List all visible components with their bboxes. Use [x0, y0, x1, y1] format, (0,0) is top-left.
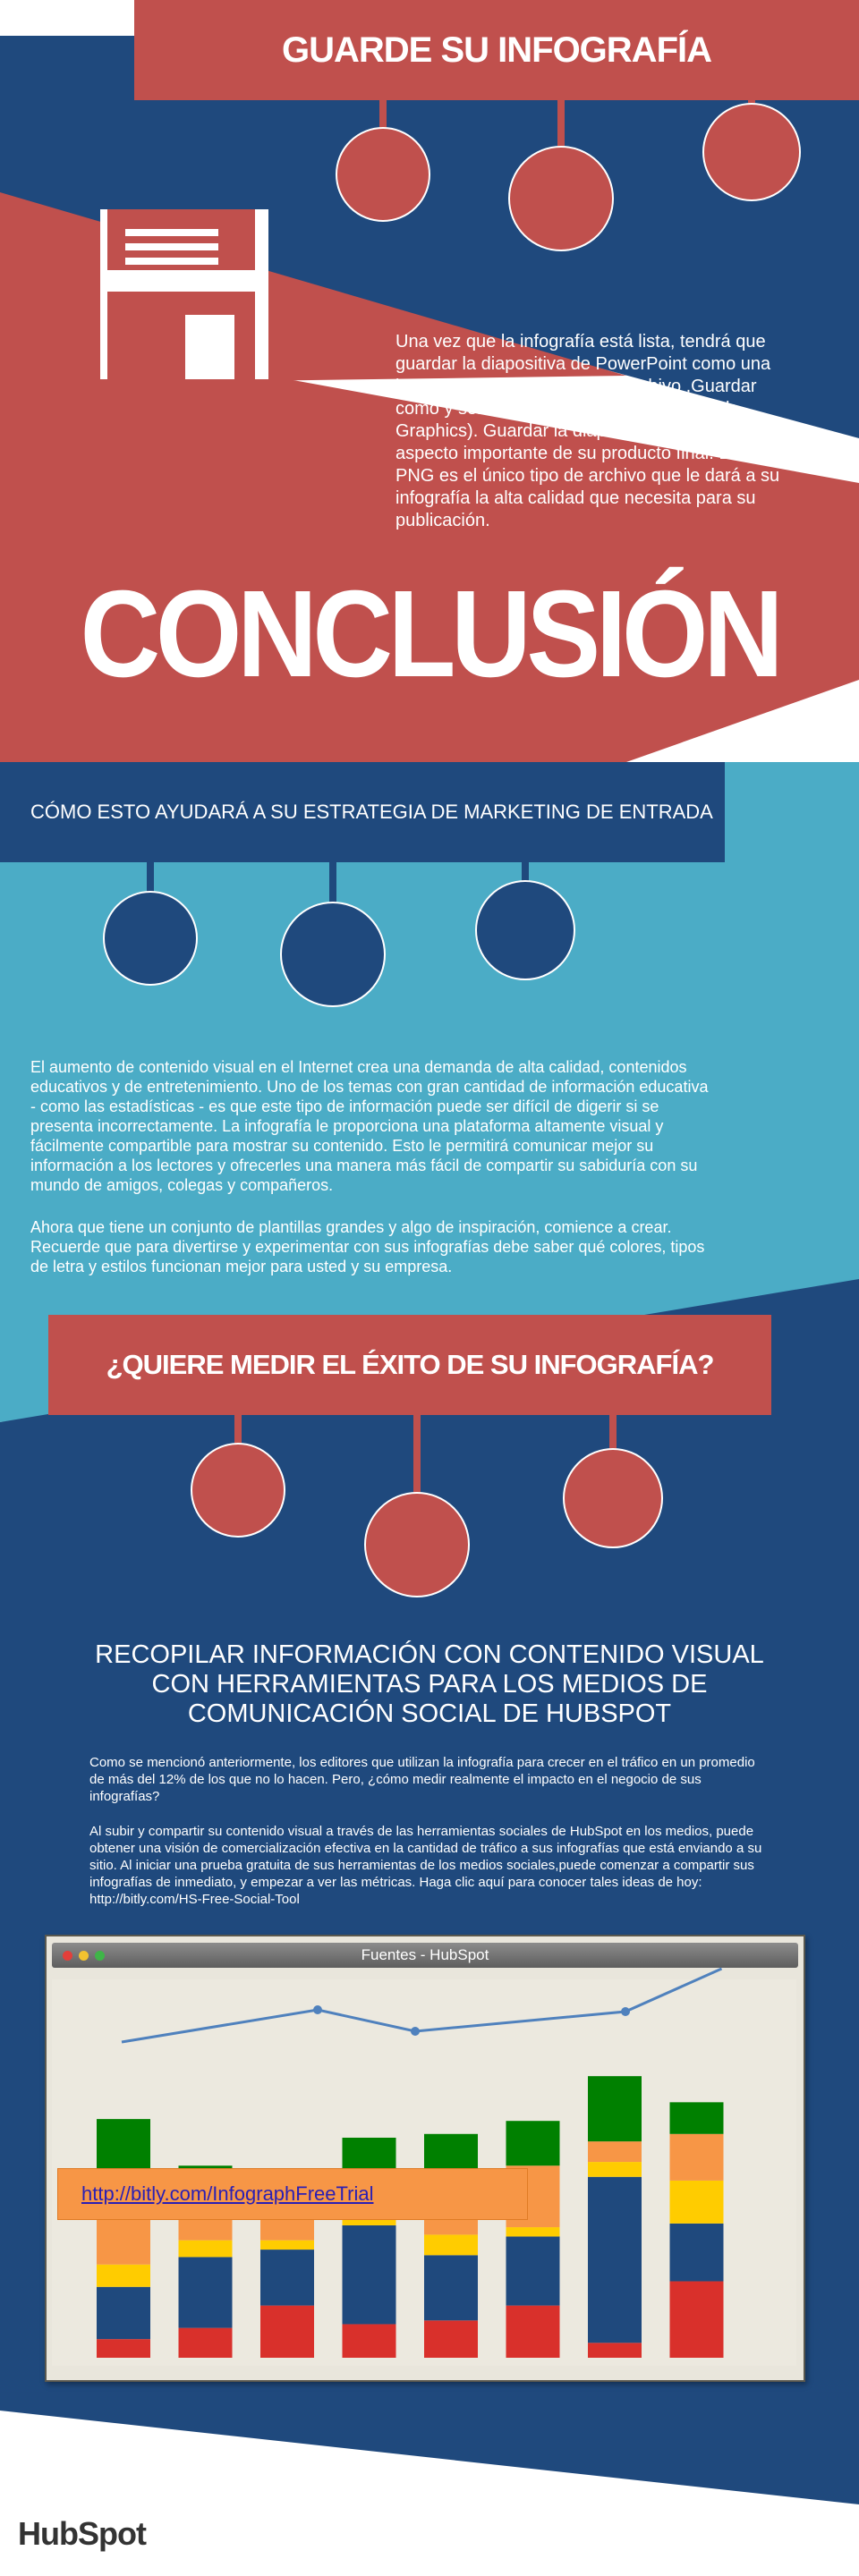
traffic-chart: [47, 1936, 804, 2380]
bar-segment: [506, 2227, 560, 2236]
bar-segment: [588, 2343, 642, 2358]
measure-paragraph-1: Como se mencionó anteriormente, los editores que utilizan la infografía para crecer en el tráfico en un promedio de más del 12% de los que no lo hacen. Pero, ¿cómo medir realmente el impacto en el negocio de sus infografías?: [89, 1755, 755, 1804]
pendant-circle: [191, 1444, 285, 1537]
bar-segment: [670, 2134, 724, 2181]
bar-segment: [97, 2265, 150, 2287]
hubspot-logo-text: HubSpot: [18, 2515, 146, 2552]
bar-segment: [588, 2076, 642, 2141]
page-title: GUARDE SU INFOGRAFÍA: [282, 30, 711, 70]
floppy-disk-icon: [100, 209, 268, 379]
bar-segment: [97, 2339, 150, 2358]
bar-segment: [343, 2225, 396, 2325]
inbound-subheading: CÓMO ESTO AYUDARÁ A SU ESTRATEGIA DE MARKETING DE ENTRADA: [30, 801, 713, 823]
bar-segment: [343, 2324, 396, 2358]
trend-point: [411, 2027, 420, 2036]
pendant-circle: [703, 104, 800, 200]
pendant-circle: [336, 128, 430, 221]
conclusion-paragraph-2: Ahora que tiene un conjunto de plantillas grandes y algo de inspiración, comience a crear. Recuerde que para divertirse y experimentar con sus infografías debe saber qué colores, tipos de letra y estilos funcionan mejor para usted y su empresa.: [30, 1218, 705, 1275]
measure-paragraph-2: Al subir y compartir su contenido visual a través de las herramientas sociales de HubSpot en los medios, puede obtener una visión de comercialización efectiva en la cantidad de tráfico a sus infografías que está enviando a su sitio. Al iniciar una prueba gratuita de sus herramientas de los medios sociales,puede comenzar a compartir sus infografías de inmediato, y empezar a ver las métricas. Haga clic aquí para conocer tales ideas de hoy: http://bitly.com/HS-Free-Social-Tool: [89, 1824, 762, 1907]
browser-window: [45, 1935, 805, 2382]
pendant-circle: [509, 147, 613, 250]
bar-segment: [506, 2236, 560, 2305]
measure-banner: [48, 1315, 771, 1415]
measure-banner-text: ¿QUIERE MEDIR EL ÉXITO DE SU INFOGRAFÍA?: [106, 1349, 714, 1380]
trend-point: [313, 2005, 322, 2014]
bar-segment: [260, 2241, 314, 2250]
bar-segment: [670, 2181, 724, 2224]
save-description: Una vez que la infografía está lista, tendrá que guardar la diapositiva de PowerPoint como una imagen. Sólo tienes que ir a Archivo ,Guardar como y seleccione PNG (Portable Network Graphics). Guardar la diapositiva en PNG es un aspecto importante de su producto final. El formato PNG es el único tipo de archivo que le dará a su infografía la alta calidad que necesita para su publicación.: [395, 332, 801, 530]
hubspot-logo: [18, 2513, 161, 2558]
pendant-circle: [564, 1449, 662, 1547]
bar-segment: [179, 2257, 233, 2327]
bar-segment: [424, 2234, 478, 2255]
bar-segment: [179, 2328, 233, 2358]
bar-segment: [670, 2282, 724, 2358]
bar-segment: [588, 2162, 642, 2177]
bar-segment: [260, 2306, 314, 2358]
conclusion-paragraph-1: El aumento de contenido visual en el Internet crea una demanda de alta calidad, contenidos educativos y de entretenimiento. Uno de los temas con gran cantidad de información educativa - como las estadísticas - es que este tipo de información puede ser difícil de digerir si se presenta incorrectamente. La infografía le proporciona una plataforma altamente visual y fácilmente compartible para mostrar su contenido. Esto le permitirá comunicar mejor su información a los lectores y ofrecerles una manera más fácil de compartir su sabiduría con su mundo de amigos, colegas y compañeros.: [30, 1058, 709, 1194]
pendant-circle: [365, 1493, 469, 1597]
bar-segment: [179, 2241, 233, 2258]
trial-link-box: [57, 2168, 528, 2220]
bar-segment: [506, 2306, 560, 2358]
trial-link[interactable]: http://bitly.com/InfographFreeTrial: [81, 2182, 374, 2205]
bar-segment: [588, 2141, 642, 2162]
trend-point: [621, 2007, 630, 2016]
pendant-circle: [281, 902, 385, 1006]
hubspot-heading: RECOPILAR INFORMACIÓN CON CONTENIDO VISUAL CON HERRAMIENTAS PARA LOS MEDIOS DE COMUNICACIÓN SOCIAL DE HUBSPOT: [95, 1640, 764, 1728]
bar-segment: [424, 2320, 478, 2358]
bar-segment: [670, 2224, 724, 2282]
conclusion-heading: CONCLUSIÓN: [80, 565, 779, 703]
pendant-circle: [104, 892, 197, 985]
bar-segment: [97, 2287, 150, 2339]
bar-segment: [424, 2255, 478, 2320]
window-title: Fuentes - HubSpot: [361, 1946, 489, 1963]
bar-segment: [670, 2102, 724, 2133]
title-banner: [134, 0, 859, 100]
pendant-circle: [476, 881, 574, 979]
inbound-banner: [0, 762, 725, 862]
bar-segment: [506, 2121, 560, 2165]
bar-segment: [260, 2250, 314, 2306]
bar-segment: [588, 2177, 642, 2343]
